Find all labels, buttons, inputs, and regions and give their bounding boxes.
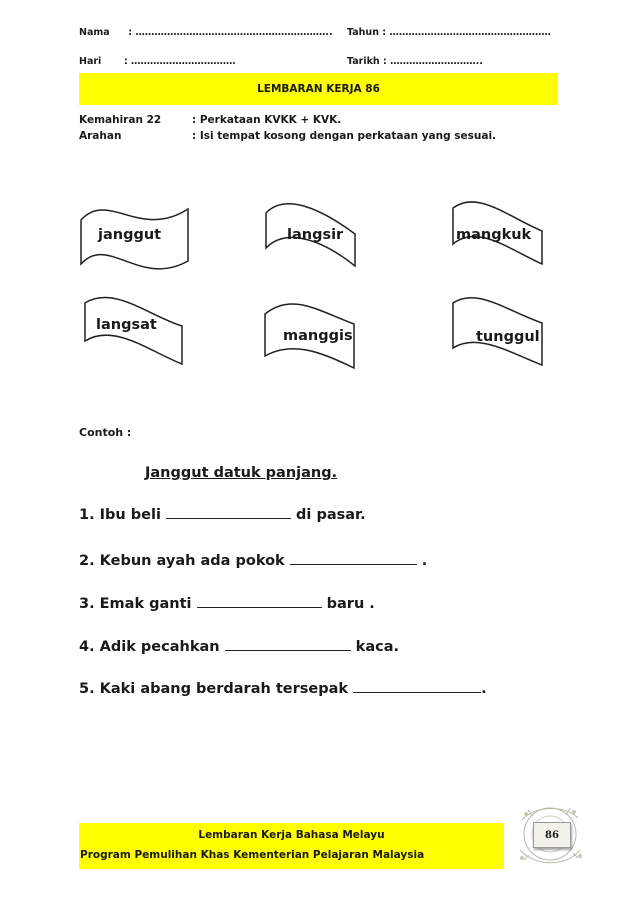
question-text: baru . xyxy=(321,596,375,612)
hari-field[interactable]: : …………………………… xyxy=(123,56,236,67)
nama-row xyxy=(79,27,333,38)
example-sentence: Janggut datuk panjang. xyxy=(145,465,338,481)
hari-row xyxy=(79,56,236,67)
skill-label: Kemahiran 22 xyxy=(79,114,162,126)
worksheet-title-banner xyxy=(79,73,558,105)
nama-label: Nama xyxy=(79,27,110,38)
question-text: 2. Kebun ayah ada pokok xyxy=(79,553,290,569)
direction-label: Arahan xyxy=(79,130,122,142)
answer-blank[interactable] xyxy=(166,517,291,519)
example-label: Contoh : xyxy=(79,426,132,439)
answer-blank[interactable] xyxy=(290,563,417,565)
question-text: 4. Adik pecahkan xyxy=(79,639,225,655)
word-langsat: langsat xyxy=(96,317,157,333)
nama-field[interactable]: : …………………………………………………….. xyxy=(128,27,333,38)
worksheet-title: LEMBARAN KERJA 86 xyxy=(257,83,380,95)
footer-line-1: Lembaran Kerja Bahasa Melayu xyxy=(198,829,385,841)
answer-blank[interactable] xyxy=(353,691,481,693)
question-3 xyxy=(79,596,375,612)
footer-banner xyxy=(79,823,504,869)
word-manggis: manggis xyxy=(283,328,353,344)
hari-label: Hari xyxy=(79,56,102,67)
page-number: 86 xyxy=(545,829,559,841)
footer-line-2: Program Pemulihan Khas Kementerian Pelajaran Malaysia xyxy=(80,849,425,861)
question-5 xyxy=(79,681,487,697)
question-1 xyxy=(79,507,366,523)
question-4 xyxy=(79,639,399,655)
word-tunggul: tunggul xyxy=(476,329,540,345)
tarikh-field[interactable]: Tarikh : ……………………….. xyxy=(347,56,483,67)
answer-blank[interactable] xyxy=(225,649,351,651)
word-mangkuk: mangkuk xyxy=(456,227,532,243)
question-text: 1. Ibu beli xyxy=(79,507,166,523)
question-2 xyxy=(79,553,427,569)
question-text: 5. Kaki abang berdarah tersepak xyxy=(79,681,354,697)
question-text: . xyxy=(481,681,487,697)
question-text: kaca. xyxy=(350,639,399,655)
page-number-badge xyxy=(533,822,571,848)
skill-value: : Perkataan KVKK + KVK. xyxy=(192,114,342,126)
question-text: 3. Emak ganti xyxy=(79,596,197,612)
word-janggut: janggut xyxy=(98,227,162,243)
answer-blank[interactable] xyxy=(197,606,322,608)
question-text: di pasar. xyxy=(291,507,366,523)
question-text: . xyxy=(416,553,428,569)
tahun-field[interactable]: Tahun : …………………………………………… xyxy=(347,27,551,38)
direction-value: : Isi tempat kosong dengan perkataan yang sesuai. xyxy=(192,130,497,142)
word-langsir: langsir xyxy=(287,227,344,243)
